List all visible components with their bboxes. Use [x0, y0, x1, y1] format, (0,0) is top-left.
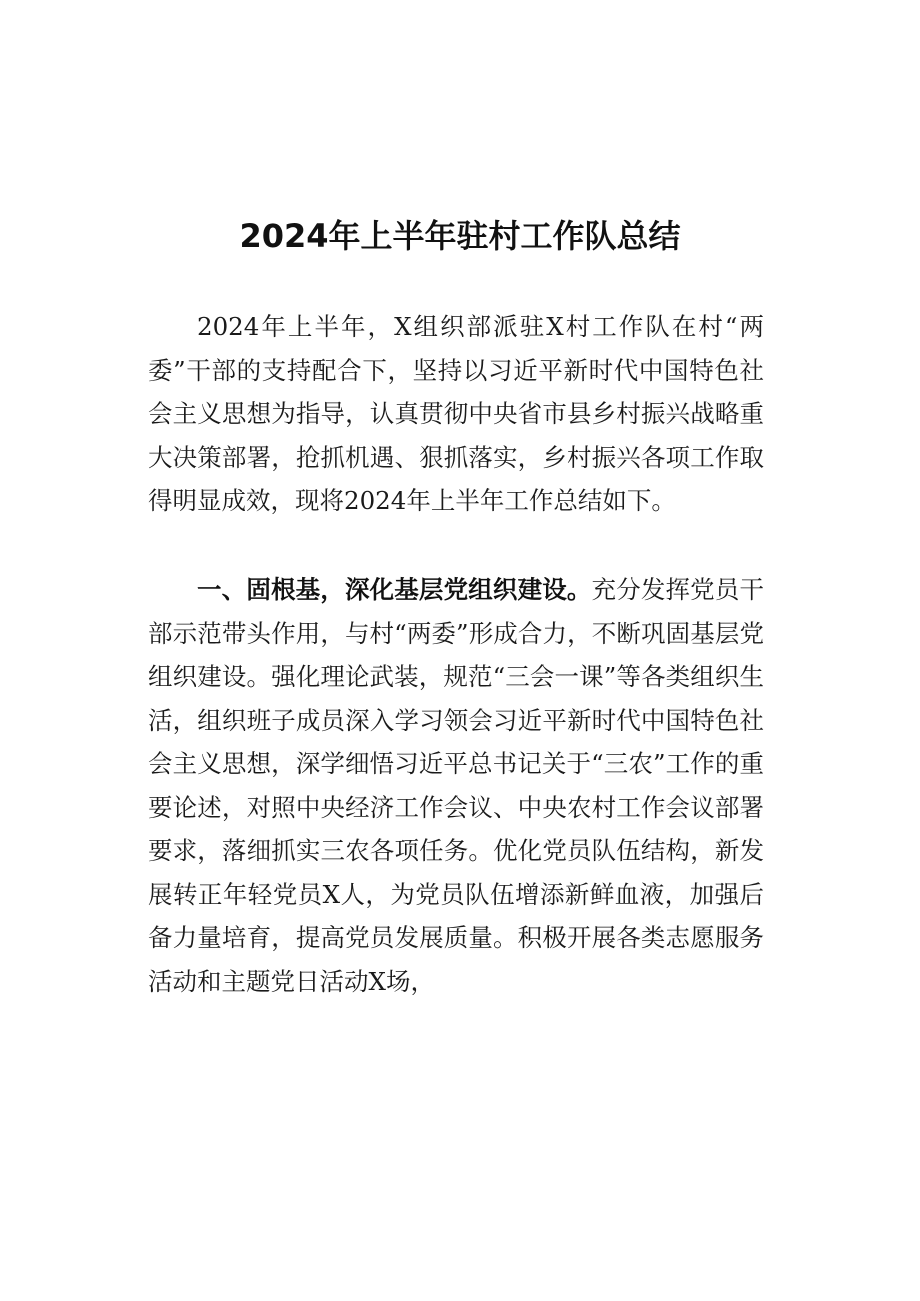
section-1-text: 充分发挥党员干部示范带头作用，与村“两委”形成合力，不断巩固基层党组织建设。强化理论武装，规范“三会一课”等各类组织生活，组织班子成员深入学习领会习近平新时代中国特色社会主义思想，深学细悟习近平总书记关于“三农”工作的重要论述，对照中央经济工作会议、中央农村工作会议部署要求，落细抓实三农各项任务。优化党员队伍结构，新发展转正年轻党员X人，为党员队伍增添新鲜血液，加强后备力量培育，提高党员发展质量。积极开展各类志愿服务活动和主题党日活动X场， [148, 575, 765, 996]
paragraph-section-1 [148, 568, 764, 1003]
section-1-heading: 一、固根基，深化基层党组织建设。 [197, 575, 592, 604]
paragraph-intro-text: 2024年上半年，X组织部派驻X村工作队在村“两委”干部的支持配合下，坚持以习近平新时代中国特色社会主义思想为指导，认真贯彻中央省市县乡村振兴战略重大决策部署，抢抓机遇、狠抓落实，乡村振兴各项工作取得明显成效，现将2024年上半年工作总结如下。 [148, 312, 764, 515]
paragraph-intro [148, 305, 764, 523]
document-title: 2024年上半年驻村工作队总结 [239, 217, 681, 255]
